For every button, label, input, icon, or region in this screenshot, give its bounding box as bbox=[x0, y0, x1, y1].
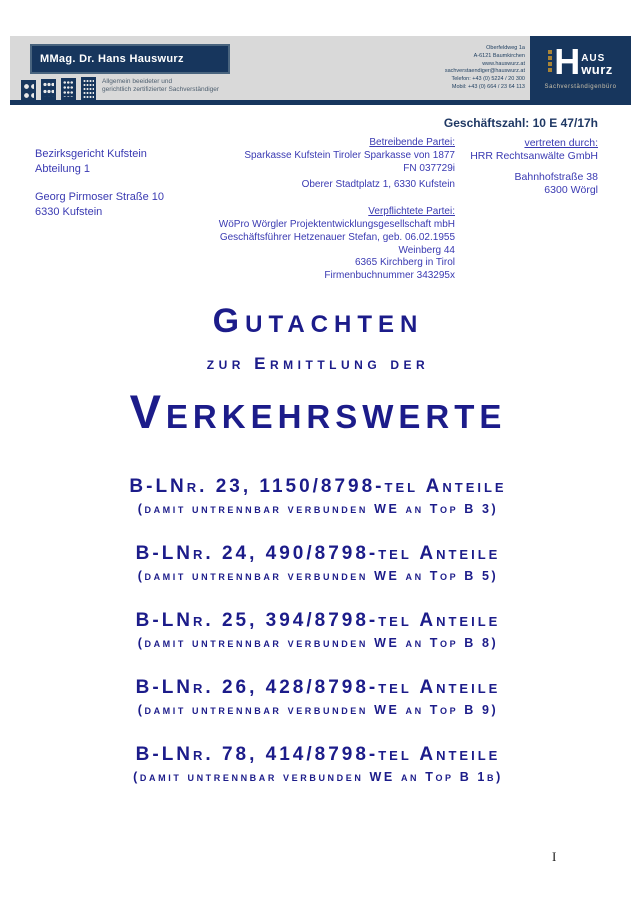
entry-blnr-26 bbox=[0, 675, 636, 721]
hauswurz-logo-mark bbox=[548, 40, 613, 82]
building-icon bbox=[41, 79, 56, 105]
obligated-party-register: Firmenbuchnummer 343295x bbox=[324, 270, 455, 282]
entry-main: B-LNr. 24, 490/8798-tel Anteile bbox=[135, 543, 501, 564]
building-icon bbox=[21, 80, 36, 105]
entry-blnr-78 bbox=[0, 742, 636, 788]
entry-sub: (damit untrennbar verbunden WE an Top B 1b) bbox=[133, 770, 503, 784]
expert-name-box: MMag. Dr. Hans Hauswurz bbox=[30, 44, 230, 74]
logo-letter-h: H bbox=[554, 40, 581, 82]
obligated-party-heading: Verpflichtete Partei: bbox=[368, 206, 455, 218]
representative-street: Bahnhofstraße 38 bbox=[514, 171, 598, 183]
recipient-court-block bbox=[35, 147, 164, 219]
contact-phone: Telefon: +43 (0) 5224 / 20 300 bbox=[451, 76, 525, 83]
court-street: Georg Pirmoser Straße 10 bbox=[35, 191, 164, 203]
entry-blnr-25 bbox=[0, 608, 636, 654]
tagline-line-1: Allgemein beeideter und bbox=[102, 78, 173, 85]
court-department: Abteilung 1 bbox=[35, 162, 91, 175]
obligated-party-street: Weinberg 44 bbox=[398, 244, 455, 256]
entry-main: B-LNr. 23, 1150/8798-tel Anteile bbox=[129, 476, 507, 497]
operating-party-fn: FN 037729i bbox=[403, 162, 455, 174]
property-entries bbox=[0, 474, 636, 809]
logo-text-aus: AUS bbox=[581, 52, 606, 64]
contact-block bbox=[445, 45, 525, 92]
building-icon bbox=[81, 77, 96, 105]
obligated-party-name: WöPro Wörgler Projektentwicklungsgesellschaft mbH bbox=[218, 218, 455, 230]
entry-main: B-LNr. 25, 394/8798-tel Anteile bbox=[135, 610, 501, 631]
representative-name: HRR Rechtsanwälte GmbH bbox=[470, 150, 598, 162]
contact-email: sachverstaendiger@hauswurz.at bbox=[444, 68, 525, 75]
court-name: Bezirksgericht Kufstein bbox=[35, 148, 147, 160]
letterhead-left bbox=[10, 36, 530, 100]
tagline-line-2: gerichtlich zertifizierter Sachverständiger bbox=[102, 86, 220, 93]
court-city: 6330 Kufstein bbox=[35, 205, 103, 218]
obligated-party-city: 6365 Kirchberg in Tirol bbox=[354, 257, 455, 269]
contact-street: Oberfeldweg 1a bbox=[486, 45, 525, 51]
operating-party-name: Sparkasse Kufstein Tiroler Sparkasse von 1877 bbox=[244, 149, 455, 161]
document-title-main: Verkehrswerte bbox=[129, 385, 507, 438]
contact-city: A-6121 Baumkirchen bbox=[473, 52, 525, 59]
expert-tagline bbox=[102, 78, 219, 94]
buildings-icon bbox=[21, 77, 101, 105]
case-number: Geschäftszahl: 10 E 47/17h bbox=[443, 116, 598, 130]
logo-subtitle: Sachverständigenbüro bbox=[544, 83, 617, 90]
operating-party-heading: Betreibende Partei: bbox=[369, 137, 455, 148]
logo-gold-dots-icon bbox=[548, 50, 552, 74]
letterhead bbox=[10, 36, 631, 105]
representative-block bbox=[470, 137, 598, 197]
entry-main: B-LNr. 26, 428/8798-tel Anteile bbox=[135, 677, 501, 698]
entry-blnr-24 bbox=[0, 541, 636, 587]
document-title: Gutachten bbox=[212, 302, 424, 340]
page-number: I bbox=[552, 849, 557, 864]
entry-blnr-23 bbox=[0, 474, 636, 520]
entry-sub: (damit untrennbar verbunden WE an Top B 9) bbox=[137, 703, 499, 717]
building-icon bbox=[61, 78, 76, 105]
entry-sub: (damit untrennbar verbunden WE an Top B 5) bbox=[137, 569, 499, 583]
hauswurz-logo bbox=[530, 36, 631, 100]
operating-party-address: Oberer Stadtplatz 1, 6330 Kufstein bbox=[301, 179, 455, 191]
entry-main: B-LNr. 78, 414/8798-tel Anteile bbox=[135, 744, 501, 765]
obligated-party-manager: Geschäftsführer Hetzenauer Stefan, geb. 06.02.1955 bbox=[219, 231, 455, 243]
entry-sub: (damit untrennbar verbunden WE an Top B 8) bbox=[137, 636, 499, 650]
document-subtitle: zur Ermittlung der bbox=[206, 354, 430, 373]
contact-mobile: Mobil: +43 (0) 664 / 23 64 113 bbox=[451, 83, 525, 90]
entry-sub: (damit untrennbar verbunden WE an Top B 3) bbox=[137, 502, 499, 516]
parties-block bbox=[219, 137, 455, 283]
contact-website: www.hauswurz.at bbox=[482, 60, 525, 67]
logo-text-wurz: wurz bbox=[581, 61, 613, 77]
representative-city: 6300 Wörgl bbox=[544, 184, 598, 196]
representative-heading: vertreten durch: bbox=[524, 137, 598, 149]
